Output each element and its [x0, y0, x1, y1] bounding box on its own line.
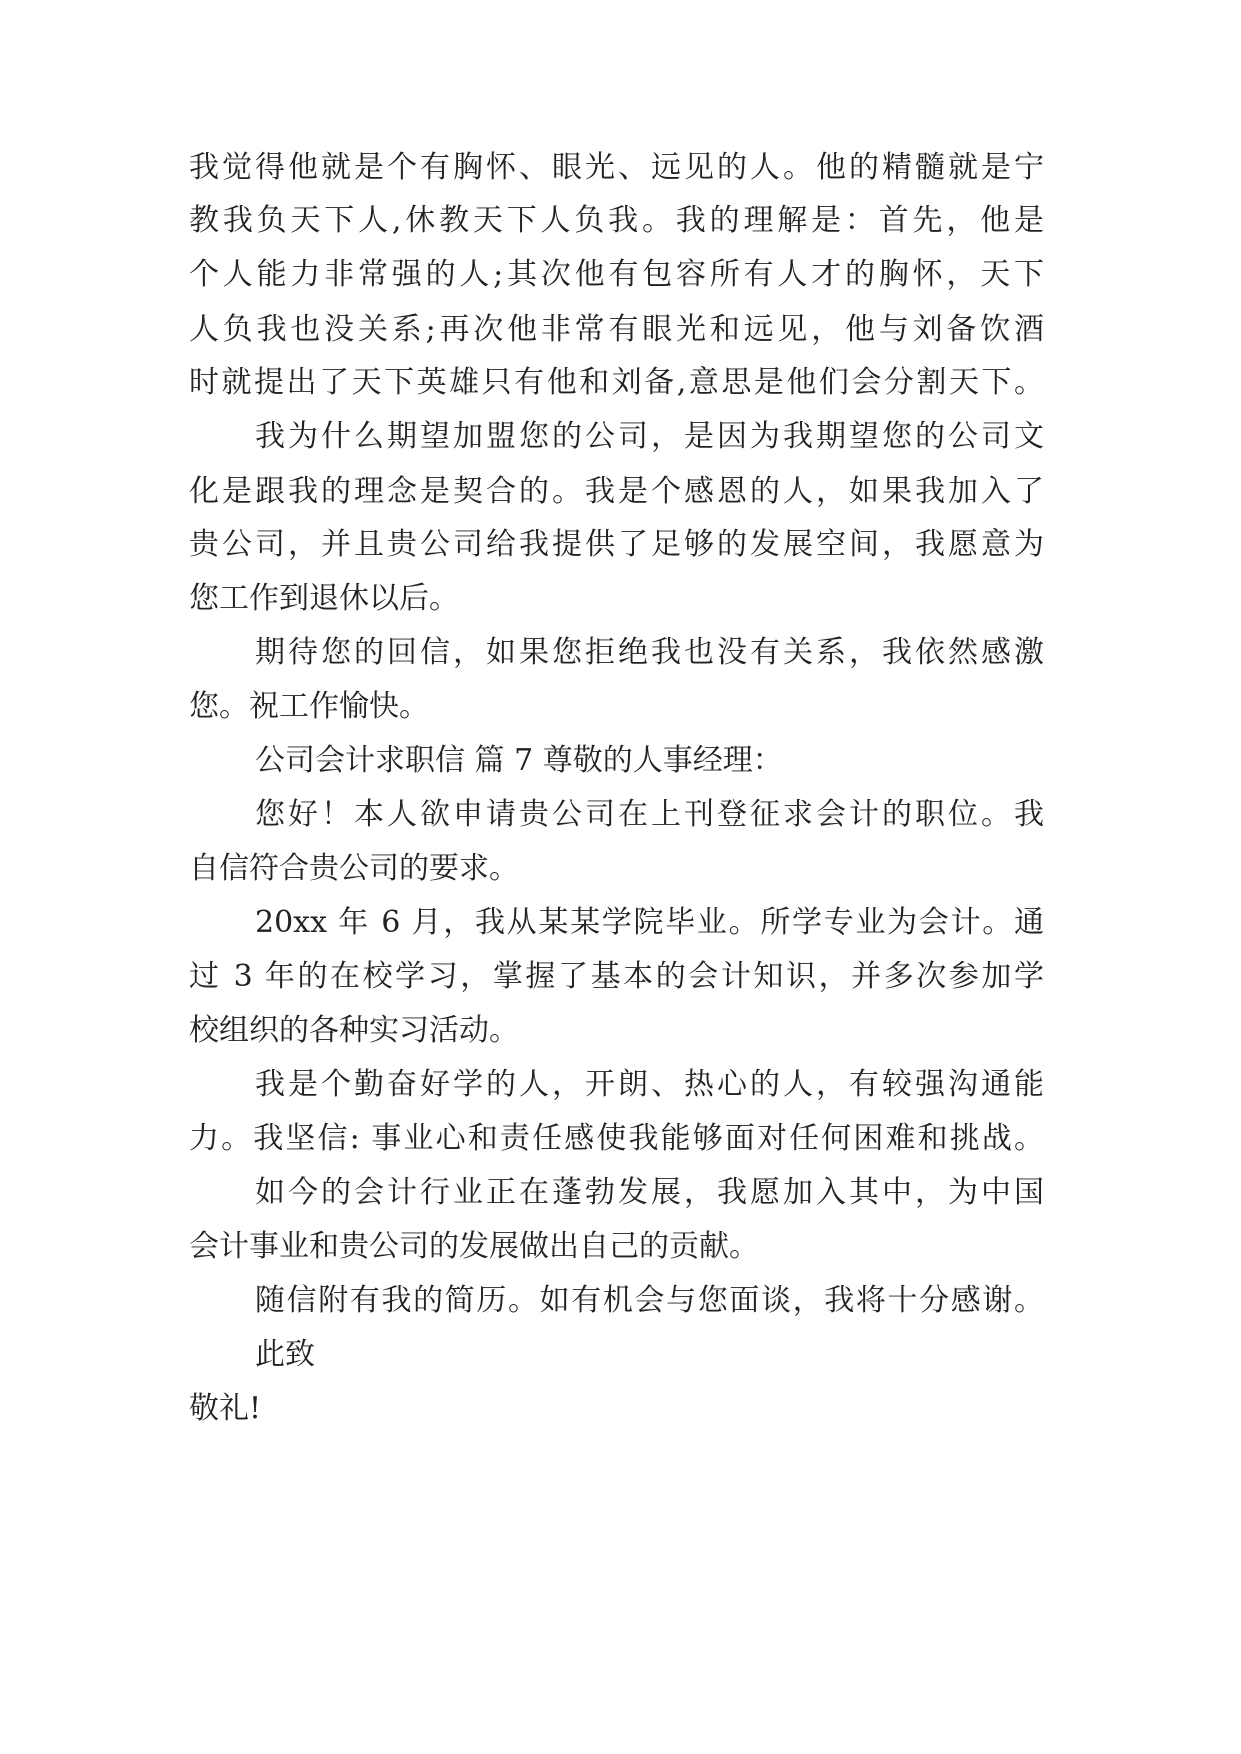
text-line: 如今的会计行业正在蓬勃发展，我愿加入其中，为中国 — [255, 1175, 1044, 1210]
closing-line: 此致 — [255, 1337, 315, 1372]
text-line: 贵公司，并且贵公司给我提供了足够的发展空间，我愿意为 — [189, 527, 1044, 562]
text-line: 会计事业和贵公司的发展做出自己的贡献。 — [189, 1229, 759, 1264]
text-line: 教我负天下人,休教天下人负我。我的理解是：首先，他是 — [189, 203, 1044, 238]
text-line: 过 3 年的在校学习，掌握了基本的会计知识，并多次参加学 — [189, 959, 1044, 994]
text-line: 人负我也没关系;再次他非常有眼光和远见，他与刘备饮酒 — [189, 312, 1044, 347]
text-line: 随信附有我的简历。如有机会与您面谈，我将十分感谢。 — [255, 1283, 1044, 1318]
section-heading: 公司会计求职信 篇 7 尊敬的人事经理： — [255, 743, 783, 778]
text-line: 我是个勤奋好学的人，开朗、热心的人，有较强沟通能 — [255, 1067, 1044, 1102]
text-line: 您好！本人欲申请贵公司在上刊登征求会计的职位。我 — [255, 797, 1044, 832]
text-line: 期待您的回信，如果您拒绝我也没有关系，我依然感激 — [255, 635, 1044, 670]
text-line: 我觉得他就是个有胸怀、眼光、远见的人。他的精髓就是宁 — [189, 150, 1044, 185]
text-line: 力。我坚信: 事业心和责任感使我能够面对任何困难和挑战。 — [189, 1121, 1044, 1156]
text-line: 个人能力非常强的人;其次他有包容所有人才的胸怀，天下 — [189, 257, 1044, 292]
text-line: 您。祝工作愉快。 — [189, 689, 429, 724]
text-line: 化是跟我的理念是契合的。我是个感恩的人，如果我加入了 — [189, 474, 1044, 509]
text-line: 您工作到退休以后。 — [189, 581, 459, 616]
text-line: 时就提出了天下英雄只有他和刘备,意思是他们会分割天下。 — [189, 365, 1044, 400]
salutation-line: 敬礼! — [189, 1391, 262, 1426]
text-line: 我为什么期望加盟您的公司，是因为我期望您的公司文 — [255, 419, 1044, 454]
text-line: 20xx 年 6 月，我从某某学院毕业。所学专业为会计。通 — [255, 905, 1044, 940]
text-line: 校组织的各种实习活动。 — [189, 1013, 519, 1048]
text-line: 自信符合贵公司的要求。 — [189, 851, 519, 886]
